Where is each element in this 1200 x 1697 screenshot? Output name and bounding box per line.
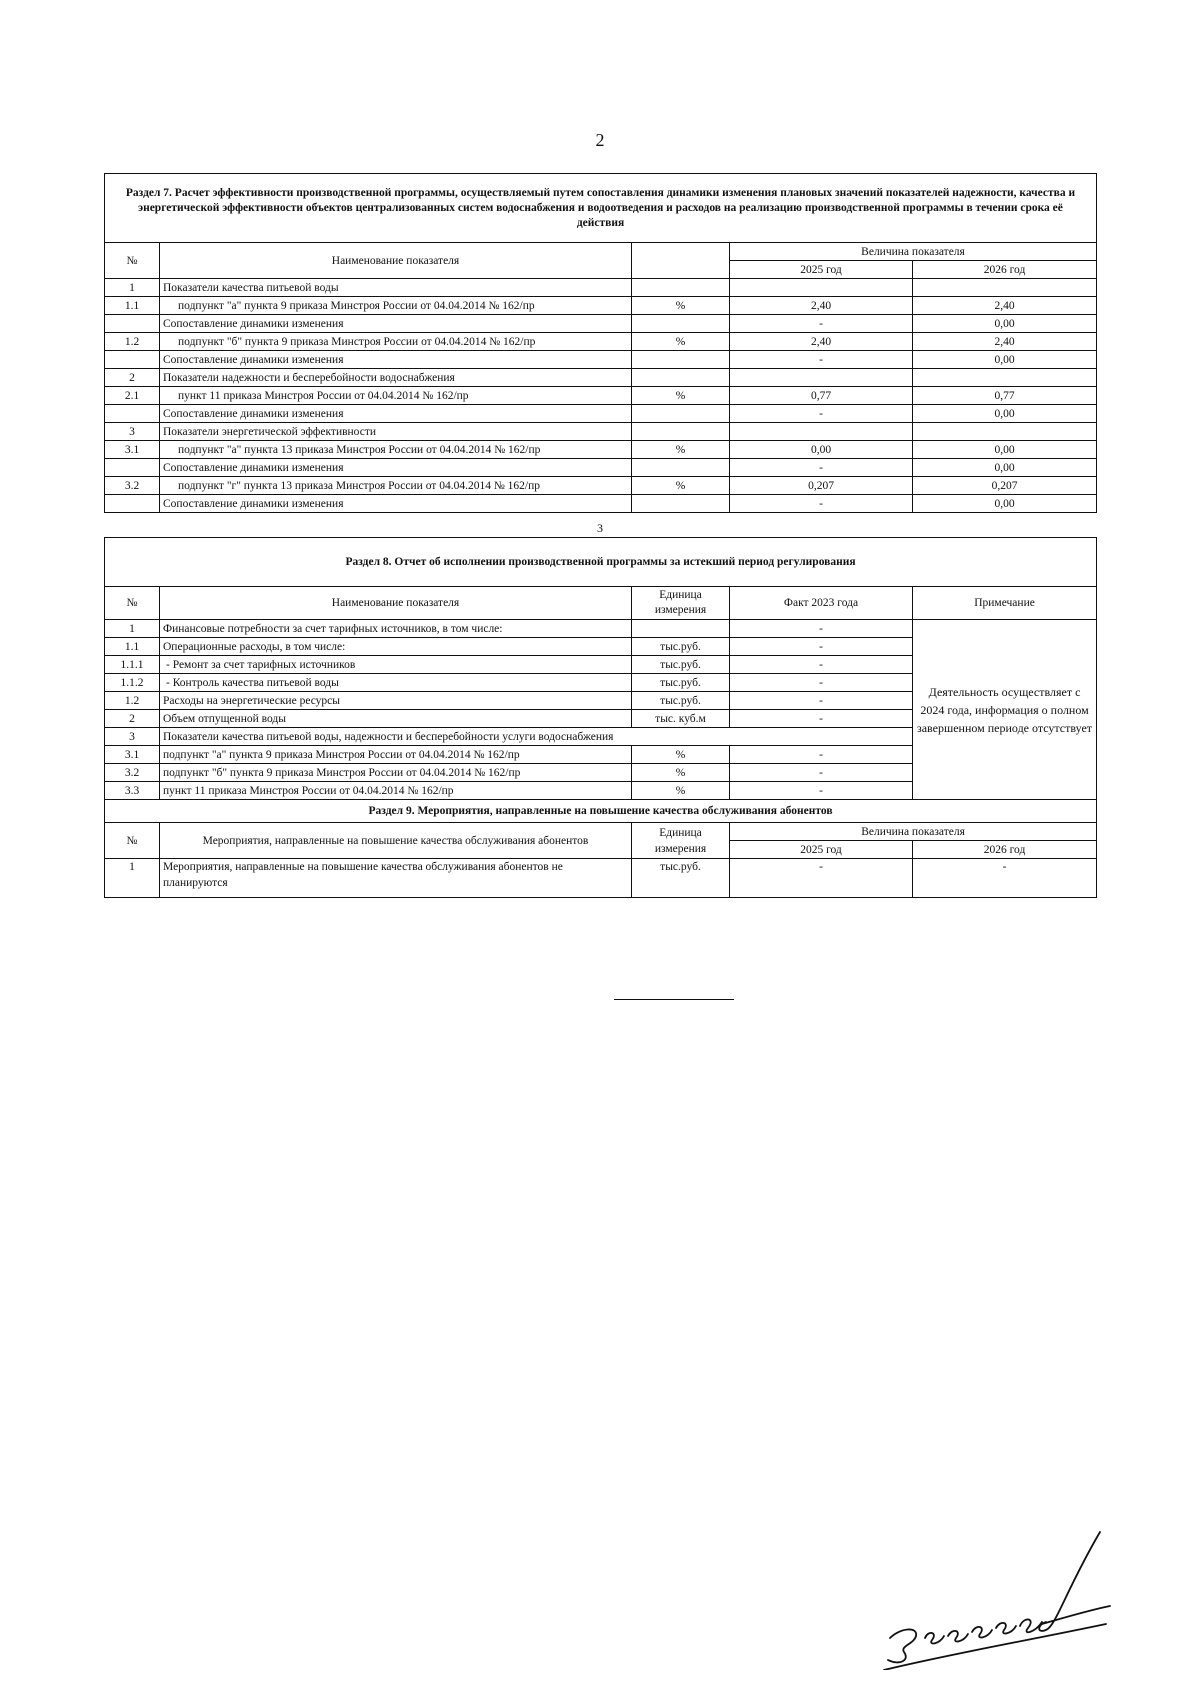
- table-row: [105, 369, 1097, 387]
- row-number: 3.1: [105, 441, 160, 459]
- row-name: подпункт "б" пункта 9 приказа Минстроя России от 04.04.2014 № 162/пр: [160, 333, 632, 351]
- row-name: подпункт "а" пункта 13 приказа Минстроя России от 04.04.2014 № 162/пр: [160, 441, 632, 459]
- table-row: [105, 351, 1097, 369]
- row-unit: %: [632, 477, 730, 495]
- row-2025: 0,77: [730, 387, 913, 405]
- s9-col-unit-header: Единица измерения: [632, 823, 730, 859]
- row-number: 3.3: [105, 782, 160, 800]
- row-name: пункт 11 приказа Минстроя России от 04.04.2014 № 162/пр: [160, 387, 632, 405]
- row-2025: 0,00: [730, 441, 913, 459]
- row-2026: [913, 369, 1097, 387]
- row-unit: [632, 315, 730, 333]
- row-fact: -: [730, 746, 913, 764]
- row-name: Показатели качества питьевой воды, надежности и бесперебойности услуги водоснабжения: [160, 728, 913, 746]
- page-number: 2: [595, 130, 605, 150]
- s8-col-number-header: №: [105, 587, 160, 620]
- row-number: [105, 351, 160, 369]
- row-fact: -: [730, 674, 913, 692]
- row-fact: -: [730, 620, 913, 638]
- row-name: подпункт "б" пункта 9 приказа Минстроя России от 04.04.2014 № 162/пр: [160, 764, 632, 782]
- row-name: Показатели энергетической эффективности: [160, 423, 632, 441]
- row-2026: 0,00: [913, 351, 1097, 369]
- row-fact: -: [730, 710, 913, 728]
- row-2026: 0,00: [913, 441, 1097, 459]
- row-unit: [632, 459, 730, 477]
- row-fact: -: [730, 638, 913, 656]
- row-2026: 0,00: [913, 405, 1097, 423]
- row-number: 1.2: [105, 333, 160, 351]
- s9-col-2026-header: 2026 год: [913, 841, 1097, 859]
- row-unit: [632, 620, 730, 638]
- row-2025: -: [730, 459, 913, 477]
- row-2025: [730, 369, 913, 387]
- row-name: Показатели надежности и бесперебойности водоснабжения: [160, 369, 632, 387]
- row-unit: %: [632, 746, 730, 764]
- row-2026: [913, 279, 1097, 297]
- s9-row-2026: -: [913, 859, 1097, 898]
- row-name: - Ремонт за счет тарифных источников: [160, 656, 632, 674]
- row-number: 3.2: [105, 764, 160, 782]
- row-2025: -: [730, 495, 913, 513]
- row-number: 1: [105, 620, 160, 638]
- row-number: [105, 315, 160, 333]
- row-name: Объем отпущенной воды: [160, 710, 632, 728]
- row-name: Финансовые потребности за счет тарифных источников, в том числе:: [160, 620, 632, 638]
- row-name: Сопоставление динамики изменения: [160, 459, 632, 477]
- section-7-block: [104, 173, 1096, 513]
- closing-rule: [614, 999, 734, 1000]
- row-2025: [730, 279, 913, 297]
- row-unit: тыс.руб.: [632, 692, 730, 710]
- row-fact: -: [730, 782, 913, 800]
- row-2026: 0,77: [913, 387, 1097, 405]
- table-row: [105, 387, 1097, 405]
- row-unit: [632, 351, 730, 369]
- row-number: 1.1: [105, 297, 160, 315]
- row-2026: 0,00: [913, 459, 1097, 477]
- row-unit: [632, 495, 730, 513]
- row-2025: 0,207: [730, 477, 913, 495]
- row-fact: -: [730, 692, 913, 710]
- s9-col-number-header: №: [105, 823, 160, 859]
- row-2026: 2,40: [913, 333, 1097, 351]
- row-unit: %: [632, 333, 730, 351]
- row-2025: [730, 423, 913, 441]
- row-name: - Контроль качества питьевой воды: [160, 674, 632, 692]
- s8-col-unit-header: Единица измерения: [632, 587, 730, 620]
- row-2025: 2,40: [730, 333, 913, 351]
- row-unit: [632, 369, 730, 387]
- s8-col-name-header: Наименование показателя: [160, 587, 632, 620]
- s9-row-name: Мероприятия, направленные на повышение качества обслуживания абонентов не планируются: [160, 859, 632, 898]
- row-unit: %: [632, 782, 730, 800]
- row-number: 1.1.1: [105, 656, 160, 674]
- row-name: Сопоставление динамики изменения: [160, 315, 632, 333]
- row-unit: %: [632, 441, 730, 459]
- row-name: пункт 11 приказа Минстроя России от 04.04.2014 № 162/пр: [160, 782, 632, 800]
- row-2025: 2,40: [730, 297, 913, 315]
- col-unit-header: [632, 243, 730, 279]
- section-7-title: Раздел 7. Расчет эффективности производственной программы, осуществляемый путем сопоставления динамики изменения плановых значений показателей надежности, качества и энергетической эффективности объектов централизованных систем водоснабжения и водоотведения и расходов на реализацию производственной программы в течении срока её действия: [105, 174, 1097, 243]
- table-row: [105, 620, 1097, 638]
- row-2026: [913, 423, 1097, 441]
- row-2025: -: [730, 405, 913, 423]
- note-cell: Деятельность осуществляет с 2024 года, информация о полном завершенном периоде отсутствует: [913, 620, 1097, 800]
- section-9-title: Раздел 9. Мероприятия, направленные на повышение качества обслуживания абонентов: [105, 800, 1097, 823]
- row-fact: -: [730, 656, 913, 674]
- col-value-header: Величина показателя: [730, 243, 1097, 261]
- row-unit: %: [632, 764, 730, 782]
- row-unit: [632, 423, 730, 441]
- handwritten-signature: [870, 1520, 1130, 1670]
- row-unit: [632, 279, 730, 297]
- row-fact: -: [730, 764, 913, 782]
- section-8-title: Раздел 8. Отчет об исполнении производственной программы за истекший период регулирования: [105, 538, 1097, 587]
- row-number: 3: [105, 423, 160, 441]
- s9-row-number: 1: [105, 859, 160, 898]
- s9-row-2025: -: [730, 859, 913, 898]
- col-name-header: Наименование показателя: [160, 243, 632, 279]
- col-2026-header: 2026 год: [913, 261, 1097, 279]
- section-8-table: [104, 537, 1097, 898]
- row-unit: [632, 405, 730, 423]
- row-name: подпункт "а" пункта 9 приказа Минстроя России от 04.04.2014 № 162/пр: [160, 746, 632, 764]
- row-number: 2: [105, 369, 160, 387]
- s9-row-unit: тыс.руб.: [632, 859, 730, 898]
- row-2025: -: [730, 315, 913, 333]
- table-row: [105, 405, 1097, 423]
- s9-col-value-header: Величина показателя: [730, 823, 1097, 841]
- row-unit: тыс.руб.: [632, 674, 730, 692]
- s9-row: [105, 859, 1097, 898]
- table-row: [105, 279, 1097, 297]
- row-number: 3.1: [105, 746, 160, 764]
- row-name: Сопоставление динамики изменения: [160, 405, 632, 423]
- table-row: [105, 315, 1097, 333]
- row-unit: тыс.руб.: [632, 656, 730, 674]
- row-2026: 0,00: [913, 315, 1097, 333]
- row-unit: %: [632, 387, 730, 405]
- row-number: [105, 459, 160, 477]
- row-number: [105, 495, 160, 513]
- table-row: [105, 459, 1097, 477]
- col-number-header: №: [105, 243, 160, 279]
- row-unit: тыс.руб.: [632, 638, 730, 656]
- row-name: Расходы на энергетические ресурсы: [160, 692, 632, 710]
- row-number: 1.2: [105, 692, 160, 710]
- row-number: 3.2: [105, 477, 160, 495]
- section-8-rows: [105, 620, 1097, 800]
- s8-col-fact-header: Факт 2023 года: [730, 587, 913, 620]
- section-7-table: [104, 173, 1097, 513]
- s8-col-note-header: Примечание: [913, 587, 1097, 620]
- row-2026: 0,00: [913, 495, 1097, 513]
- row-name: подпункт "а" пункта 9 приказа Минстроя России от 04.04.2014 № 162/пр: [160, 297, 632, 315]
- row-name: Операционные расходы, в том числе:: [160, 638, 632, 656]
- row-unit: %: [632, 297, 730, 315]
- row-2025: -: [730, 351, 913, 369]
- row-name: Сопоставление динамики изменения: [160, 351, 632, 369]
- row-name: Сопоставление динамики изменения: [160, 495, 632, 513]
- row-unit: тыс. куб.м: [632, 710, 730, 728]
- row-number: 1: [105, 279, 160, 297]
- row-name: Показатели качества питьевой воды: [160, 279, 632, 297]
- col-2025-header: 2025 год: [730, 261, 913, 279]
- row-2026: 0,207: [913, 477, 1097, 495]
- row-number: [105, 405, 160, 423]
- row-number: 1.1.2: [105, 674, 160, 692]
- page-number-3: 3: [597, 521, 603, 535]
- row-number: 3: [105, 728, 160, 746]
- row-2026: 2,40: [913, 297, 1097, 315]
- row-number: 2: [105, 710, 160, 728]
- table-row: [105, 333, 1097, 351]
- s9-col-name-header: Мероприятия, направленные на повышение качества обслуживания абонентов: [160, 823, 632, 859]
- table-row: [105, 297, 1097, 315]
- table-row: [105, 495, 1097, 513]
- s9-col-2025-header: 2025 год: [730, 841, 913, 859]
- row-number: 2.1: [105, 387, 160, 405]
- table-row: [105, 477, 1097, 495]
- table-row: [105, 441, 1097, 459]
- section-8-block: [104, 537, 1096, 898]
- row-number: 1.1: [105, 638, 160, 656]
- table-row: [105, 423, 1097, 441]
- row-name: подпункт "г" пункта 13 приказа Минстроя России от 04.04.2014 № 162/пр: [160, 477, 632, 495]
- section-7-rows: [105, 279, 1097, 513]
